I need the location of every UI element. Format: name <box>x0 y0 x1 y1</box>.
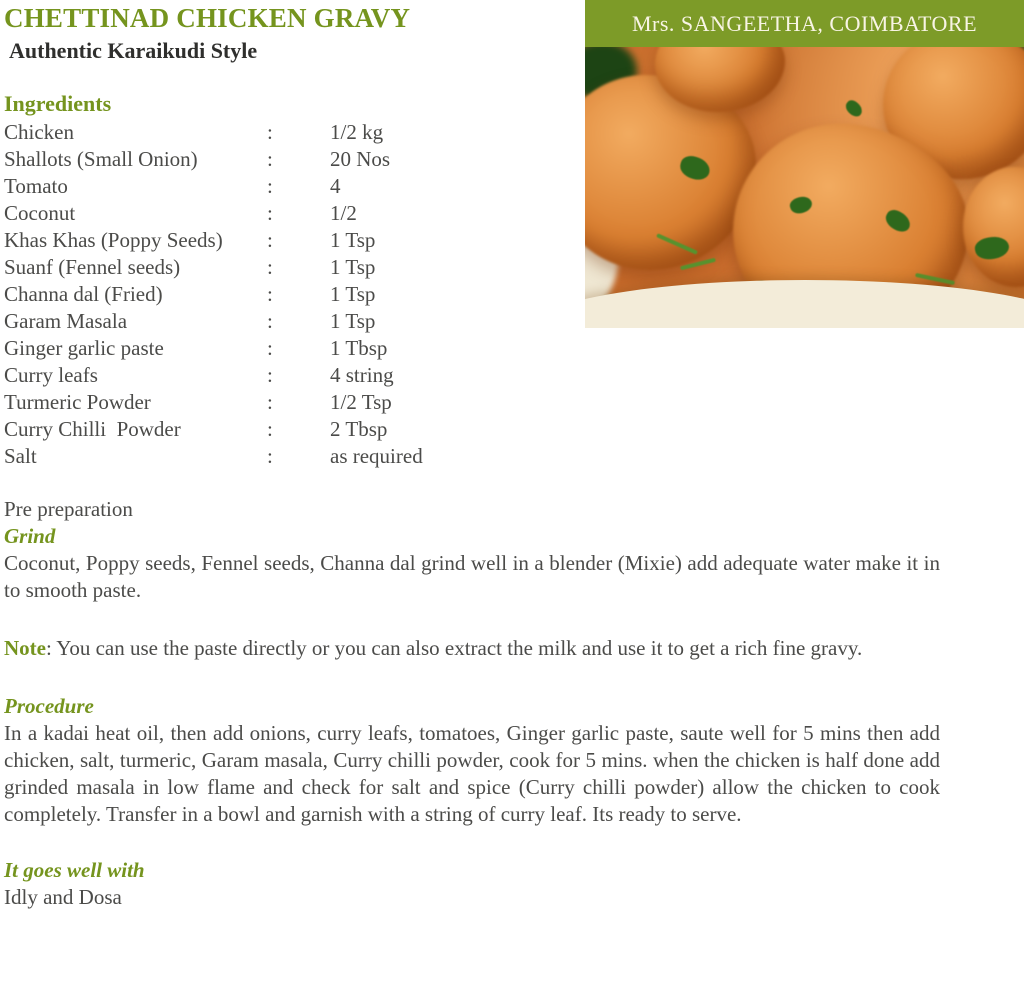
ingredient-separator: : <box>267 309 273 333</box>
ingredient-separator: : <box>267 390 273 414</box>
ingredient-separator: : <box>267 282 273 306</box>
ingredient-name: Khas Khas (Poppy Seeds) <box>4 228 223 252</box>
ingredient-row <box>4 362 474 389</box>
ingredient-quantity: 1/2 Tsp <box>330 390 392 414</box>
ingredient-name: Chicken <box>4 120 74 144</box>
pairing-heading: It goes well with <box>4 858 145 882</box>
grind-text: Coconut, Poppy seeds, Fennel seeds, Channa dal grind well in a blender (Mixie) add adequate water make it in to smooth paste. <box>4 551 940 602</box>
page-subtitle: Authentic Karaikudi Style <box>9 38 258 63</box>
recipe-content <box>4 2 940 911</box>
ingredient-name: Ginger garlic paste <box>4 336 164 360</box>
ingredients-heading: Ingredients <box>4 91 112 116</box>
procedure-text: In a kadai heat oil, then add onions, curry leafs, tomatoes, Ginger garlic paste, saute well for 5 mins then add chicken, salt, turmeric, Garam masala, Curry chilli powder, cook for 5 mins. when the chicken is half done add grinded masala in low flame and check for salt and spice (Curry chilli powder) allow the chicken to cook completely. Transfer in a bowl and garnish with a string of curry leaf. Its ready to serve. <box>4 721 940 826</box>
ingredient-quantity: 1 Tsp <box>330 282 376 306</box>
ingredient-separator: : <box>267 444 273 468</box>
ingredient-name: Tomato <box>4 174 68 198</box>
procedure-heading: Procedure <box>4 694 94 718</box>
ingredient-row <box>4 308 474 335</box>
ingredient-separator: : <box>267 417 273 441</box>
ingredient-row <box>4 389 474 416</box>
ingredient-row <box>4 119 474 146</box>
ingredient-quantity: 4 string <box>330 363 394 387</box>
pre-preparation-heading: Pre preparation <box>4 497 133 521</box>
ingredient-quantity: 4 <box>330 174 341 198</box>
ingredient-name: Shallots (Small Onion) <box>4 147 198 171</box>
ingredient-separator: : <box>267 363 273 387</box>
ingredient-quantity: 1/2 kg <box>330 120 384 144</box>
ingredient-separator: : <box>267 228 273 252</box>
ingredient-row <box>4 281 474 308</box>
ingredient-name: Suanf (Fennel seeds) <box>4 255 181 279</box>
ingredient-row <box>4 227 474 254</box>
ingredient-quantity: 1 Tsp <box>330 255 376 279</box>
ingredient-name: Garam Masala <box>4 309 128 333</box>
ingredient-separator: : <box>267 255 273 279</box>
ingredient-quantity: as required <box>330 444 423 468</box>
ingredient-name: Curry leafs <box>4 363 98 387</box>
ingredient-row <box>4 254 474 281</box>
ingredient-quantity: 1 Tsp <box>330 228 376 252</box>
ingredient-quantity: 1 Tsp <box>330 309 376 333</box>
ingredient-separator: : <box>267 120 273 144</box>
ingredient-separator: : <box>267 201 273 225</box>
ingredient-quantity: 2 Tbsp <box>330 417 388 441</box>
grind-heading: Grind <box>4 524 56 548</box>
author-banner: Mrs. SANGEETHA, COIMBATORE <box>585 0 1024 47</box>
note-label: Note <box>4 636 46 660</box>
ingredient-row <box>4 200 474 227</box>
ingredient-name: Salt <box>4 444 37 468</box>
ingredient-row <box>4 416 474 443</box>
ingredient-row <box>4 146 474 173</box>
ingredient-row <box>4 335 474 362</box>
note-line <box>4 635 940 662</box>
ingredient-row <box>4 173 474 200</box>
page-title: CHETTINAD CHICKEN GRAVY <box>4 3 411 33</box>
ingredient-separator: : <box>267 336 273 360</box>
ingredient-quantity: 1 Tbsp <box>330 336 388 360</box>
ingredient-quantity: 1/2 <box>330 201 357 225</box>
ingredient-name: Turmeric Powder <box>4 390 151 414</box>
ingredient-name: Coconut <box>4 201 76 225</box>
ingredient-quantity: 20 Nos <box>330 147 391 171</box>
ingredient-separator: : <box>267 147 273 171</box>
pairing-text: Idly and Dosa <box>4 885 122 909</box>
ingredient-name: Curry Chilli Powder <box>4 417 181 441</box>
ingredient-name: Channa dal (Fried) <box>4 282 163 306</box>
note-text: : You can use the paste directly or you can also extract the milk and use it to get a rich fine gravy. <box>45 636 863 660</box>
ingredient-separator: : <box>267 174 273 198</box>
ingredient-row <box>4 443 474 470</box>
ingredients-list <box>4 119 474 470</box>
